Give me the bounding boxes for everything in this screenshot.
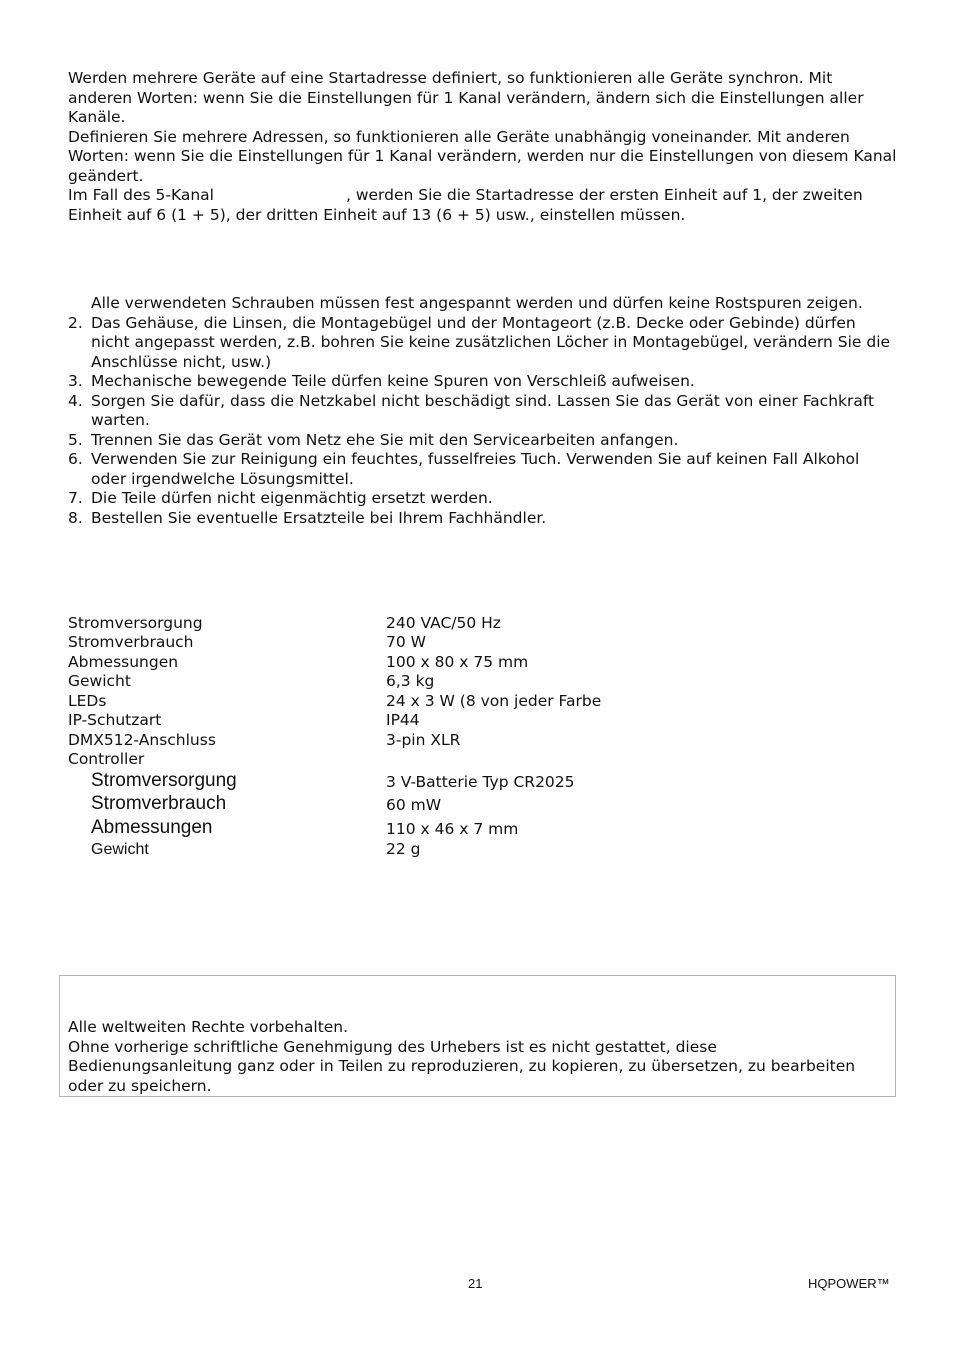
- list-item-number: 5.: [68, 430, 83, 449]
- copyright-line-2: Ohne vorherige schriftliche Genehmigung des Urhebers ist es nicht gestattet, diese Bedienungsanleitung ganz oder in Teilen zu reproduzieren, zu kopieren, zu übersetzen, zu bearbeiten oder zu speichern.: [68, 1037, 856, 1095]
- spec-row: [68, 614, 898, 634]
- list-item: [68, 509, 898, 529]
- list-item-number: 7.: [68, 489, 83, 507]
- spec-key: IP-Schutzart: [68, 711, 162, 729]
- intro-text: [68, 69, 898, 225]
- spec-key: Abmessungen: [91, 817, 213, 838]
- spec-row: [68, 750, 898, 770]
- spec-row: [68, 653, 898, 673]
- list-item-number: 4.: [68, 391, 83, 410]
- list-item-number: 3.: [68, 372, 83, 390]
- intro-paragraph-3-start: Im Fall des 5-Kanal: [68, 186, 214, 204]
- list-item-text: Verwenden Sie zur Reinigung ein feuchtes, fusselfreies Tuch. Verwenden Sie auf keinen Fall Alkohol oder irgendwelche Lösungsmittel.: [91, 450, 860, 488]
- spec-value: 24 x 3 W (8 von jeder Farbe: [386, 692, 602, 710]
- copyright-box: [59, 975, 896, 1097]
- list-item-number: 6.: [68, 450, 83, 468]
- spec-row: [68, 633, 898, 653]
- controller-spec-row: [68, 771, 898, 795]
- list-item-text: Mechanische bewegende Teile dürfen keine Spuren von Verschleiß aufweisen.: [91, 372, 695, 390]
- copyright-text: [68, 1018, 868, 1096]
- controller-spec-row: [68, 840, 898, 860]
- list-item: [68, 314, 898, 373]
- list-item-text: Das Gehäuse, die Linsen, die Montagebügel und der Montageort (z.B. Decke oder Gebinde) dürfen nicht angepasst werden, z.B. bohren Sie keine zusätzlichen Löcher in Montagebügel, verändern Sie die Anschlüsse nicht, usw.): [91, 313, 891, 371]
- intro-paragraph-3-end: , werden Sie die Startadresse der ersten Einheit auf 1, der zweiten Einheit auf 6 (1 + 5), der dritten Einheit auf 13 (6 + 5) usw., einstellen müssen.: [68, 186, 863, 224]
- intro-paragraph-1: Werden mehrere Geräte auf eine Startadresse definiert, so funktionieren alle Geräte synchron. Mit anderen Worten: wenn Sie die Einstellungen für 1 Kanal verändern, ändern sich die Einstellungen aller Kanäle.: [68, 69, 864, 126]
- intro-paragraph-2: Definieren Sie mehrere Adressen, so funktionieren alle Geräte unabhängig voneinander. Mit anderen Worten: wenn Sie die Einstellungen für 1 Kanal verändern, werden nur die Einstellungen von diesem Kanal geändert.: [68, 127, 897, 185]
- spec-row: [68, 711, 898, 731]
- spec-value: IP44: [386, 711, 420, 729]
- spec-key: Stromverbrauch: [91, 793, 227, 814]
- maintenance-list: [68, 294, 898, 528]
- list-item: [68, 450, 898, 489]
- spec-value: 3-pin XLR: [386, 731, 461, 749]
- spec-key: Abmessungen: [68, 653, 179, 671]
- spec-value: 240 VAC/50 Hz: [386, 614, 501, 632]
- spec-value: 3 V-Batterie Typ CR2025: [386, 773, 575, 791]
- list-item-text: Die Teile dürfen nicht eigenmächtig ersetzt werden.: [91, 489, 493, 507]
- controller-spec-row: [68, 818, 898, 842]
- list-item: [68, 294, 898, 314]
- spec-value: 22 g: [386, 840, 421, 858]
- copyright-line-1: Alle weltweiten Rechte vorbehalten.: [68, 1018, 349, 1036]
- list-item-text: Alle verwendeten Schrauben müssen fest angespannt werden und dürfen keine Rostspuren zeigen.: [91, 294, 863, 312]
- spec-value: 70 W: [386, 633, 426, 651]
- intro-paragraph-3: [68, 186, 898, 225]
- spec-key: LEDs: [68, 692, 107, 710]
- spec-key: Controller: [68, 750, 145, 768]
- spec-key: Gewicht: [91, 841, 149, 858]
- spec-value: 110 x 46 x 7 mm: [386, 820, 519, 838]
- list-item-number: 8.: [68, 508, 83, 527]
- list-item-text: Sorgen Sie dafür, dass die Netzkabel nicht beschädigt sind. Lassen Sie das Gerät von einer Fachkraft warten.: [91, 391, 875, 429]
- list-item: [68, 489, 898, 509]
- list-item: [68, 372, 898, 392]
- spec-key: Stromversorgung: [68, 614, 203, 632]
- list-item-number: 2.: [68, 313, 83, 332]
- spec-key: Gewicht: [68, 672, 131, 690]
- footer-brand: HQPOWER™: [808, 1276, 890, 1291]
- spec-key: Stromversorgung: [91, 770, 237, 791]
- spec-row: [68, 672, 898, 692]
- spec-value: 100 x 80 x 75 mm: [386, 653, 529, 671]
- spec-row: [68, 692, 898, 712]
- spec-key: DMX512-Anschluss: [68, 731, 216, 749]
- list-item-text: Trennen Sie das Gerät vom Netz ehe Sie mit den Servicearbeiten anfangen.: [91, 430, 679, 449]
- controller-spec-row: [68, 794, 898, 818]
- list-item: [68, 431, 898, 451]
- list-item-text: Bestellen Sie eventuelle Ersatzteile bei Ihrem Fachhändler.: [91, 508, 547, 527]
- spec-value: 6,3 kg: [386, 672, 435, 690]
- spec-value: 60 mW: [386, 796, 442, 814]
- spec-key: Stromverbrauch: [68, 633, 194, 651]
- page-number: 21: [468, 1276, 483, 1291]
- spec-row: [68, 731, 898, 751]
- list-item: [68, 392, 898, 431]
